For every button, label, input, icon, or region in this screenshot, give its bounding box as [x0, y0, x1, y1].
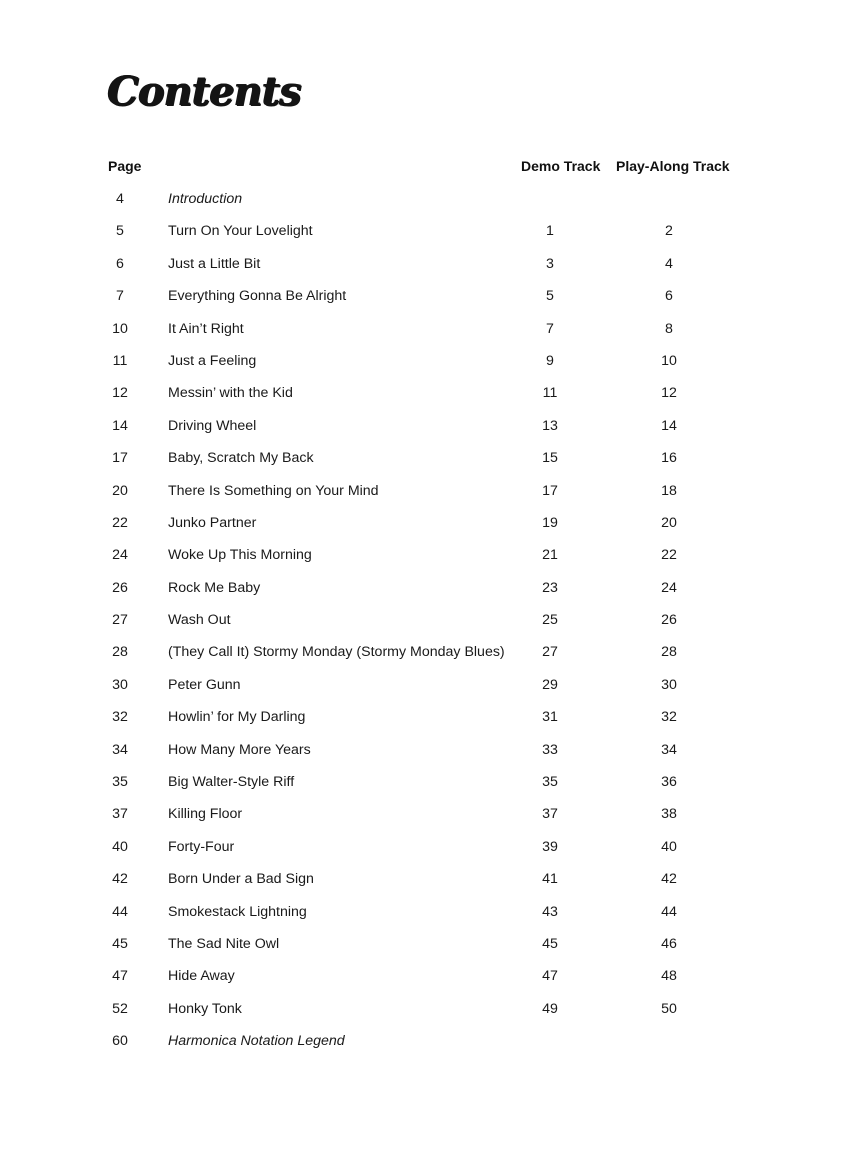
entry-title: Forty-Four	[168, 838, 235, 855]
entry-title: Woke Up This Morning	[168, 547, 312, 564]
entry-title: Hide Away	[168, 968, 235, 985]
table-row[interactable]	[0, 571, 864, 603]
entry-play-along-track: 42	[661, 871, 677, 888]
entry-demo-track: 1	[546, 223, 554, 240]
entry-demo-track: 5	[546, 288, 554, 305]
entry-title: There Is Something on Your Mind	[168, 482, 379, 499]
page-title: Contents	[107, 68, 301, 115]
table-row[interactable]	[0, 959, 864, 991]
table-row[interactable]	[0, 538, 864, 570]
entry-title: Big Walter-Style Riff	[168, 774, 295, 791]
entry-demo-track: 31	[542, 709, 558, 726]
entry-title: Turn On Your Lovelight	[168, 223, 313, 240]
entry-play-along-track: 12	[661, 385, 677, 402]
table-row[interactable]	[0, 700, 864, 732]
table-row[interactable]	[0, 635, 864, 667]
entry-demo-track: 43	[542, 903, 558, 920]
table-row[interactable]	[0, 992, 864, 1024]
entry-page-number: 32	[112, 709, 128, 726]
entry-demo-track: 15	[542, 450, 558, 467]
entry-title: Smokestack Lightning	[168, 903, 307, 920]
entry-page-number: 7	[116, 288, 124, 305]
entry-page-number: 52	[112, 1000, 128, 1017]
table-row[interactable]	[0, 312, 864, 344]
entry-play-along-track: 6	[665, 288, 673, 305]
entry-demo-track: 45	[542, 935, 558, 952]
entry-title: Killing Floor	[168, 806, 243, 823]
entry-page-number: 27	[112, 612, 128, 629]
entry-page-number: 12	[112, 385, 128, 402]
entry-page-number: 26	[112, 579, 128, 596]
entry-page-number: 37	[112, 806, 128, 823]
entry-play-along-track: 18	[661, 482, 677, 499]
entry-page-number: 22	[112, 514, 128, 531]
table-row[interactable]	[0, 765, 864, 797]
table-row[interactable]	[0, 474, 864, 506]
entry-title: Just a Little Bit	[168, 255, 261, 272]
table-row[interactable]	[0, 797, 864, 829]
entry-title: (They Call It) Stormy Monday (Stormy Monday Blues)	[168, 644, 505, 661]
entry-page-number: 44	[112, 903, 128, 920]
entry-play-along-track: 22	[661, 547, 677, 564]
table-row[interactable]	[0, 344, 864, 376]
entry-demo-track: 13	[542, 417, 558, 434]
entry-page-number: 35	[112, 774, 128, 791]
table-row[interactable]	[0, 506, 864, 538]
entry-play-along-track: 50	[661, 1000, 677, 1017]
entry-page-number: 34	[112, 741, 128, 758]
entry-demo-track: 25	[542, 612, 558, 629]
entry-play-along-track: 26	[661, 612, 677, 629]
table-row[interactable]	[0, 895, 864, 927]
entry-play-along-track: 28	[661, 644, 677, 661]
entry-play-along-track: 40	[661, 838, 677, 855]
table-row[interactable]	[0, 441, 864, 473]
entry-demo-track: 27	[542, 644, 558, 661]
entry-page-number: 24	[112, 547, 128, 564]
entry-title: Introduction	[168, 191, 243, 207]
entry-page-number: 28	[112, 644, 128, 661]
entry-demo-track: 47	[542, 968, 558, 985]
entry-demo-track: 37	[542, 806, 558, 823]
entry-title: It Ain’t Right	[168, 320, 244, 337]
table-row[interactable]	[0, 279, 864, 311]
entry-play-along-track: 46	[661, 935, 677, 952]
table-row[interactable]	[0, 376, 864, 408]
entry-page-number: 17	[112, 450, 128, 467]
entry-title: The Sad Nite Owl	[168, 935, 280, 952]
contents-table	[0, 182, 864, 1057]
entry-play-along-track: 48	[661, 968, 677, 985]
entry-play-along-track: 24	[661, 579, 677, 596]
entry-page-number: 4	[116, 191, 124, 207]
entry-title: Messin’ with the Kid	[168, 385, 293, 402]
entry-title: Junko Partner	[168, 514, 257, 531]
entry-title: Peter Gunn	[168, 676, 241, 693]
entry-demo-track: 23	[542, 579, 558, 596]
entry-play-along-track: 32	[661, 709, 677, 726]
table-row[interactable]	[0, 830, 864, 862]
entry-play-along-track: 38	[661, 806, 677, 823]
entry-page-number: 45	[112, 935, 128, 952]
entry-demo-track: 49	[542, 1000, 558, 1017]
entry-title: Baby, Scratch My Back	[168, 450, 314, 467]
entry-title: Driving Wheel	[168, 417, 257, 434]
entry-title: Rock Me Baby	[168, 579, 261, 596]
entry-title: Just a Feeling	[168, 352, 257, 369]
demo-track-column-header: Demo Track	[521, 158, 601, 174]
table-row[interactable]	[0, 214, 864, 246]
page-column-header: Page	[108, 158, 142, 174]
entry-play-along-track: 30	[661, 676, 677, 693]
entry-demo-track: 21	[542, 547, 558, 564]
table-row[interactable]	[0, 603, 864, 635]
table-row[interactable]	[0, 1024, 864, 1056]
entry-play-along-track: 10	[661, 352, 677, 369]
entry-play-along-track: 44	[661, 903, 677, 920]
entry-play-along-track: 36	[661, 774, 677, 791]
entry-page-number: 11	[112, 352, 128, 369]
entry-demo-track: 29	[542, 676, 558, 693]
entry-play-along-track: 20	[661, 514, 677, 531]
entry-title: How Many More Years	[168, 741, 311, 758]
entry-title: Harmonica Notation Legend	[168, 1033, 345, 1050]
entry-page-number: 20	[112, 482, 128, 499]
entry-page-number: 10	[112, 320, 128, 337]
entry-play-along-track: 34	[661, 741, 677, 758]
entry-page-number: 47	[112, 968, 128, 985]
table-row[interactable]	[0, 182, 864, 214]
entry-page-number: 30	[112, 676, 128, 693]
entry-title: Born Under a Bad Sign	[168, 871, 314, 888]
entry-title: Wash Out	[168, 612, 231, 629]
entry-demo-track: 35	[542, 774, 558, 791]
table-row[interactable]	[0, 247, 864, 279]
entry-page-number: 40	[112, 838, 128, 855]
entry-title: Honky Tonk	[168, 1000, 242, 1017]
entry-demo-track: 39	[542, 838, 558, 855]
entry-page-number: 60	[112, 1033, 128, 1050]
entry-demo-track: 17	[542, 482, 558, 499]
entry-page-number: 14	[112, 417, 128, 434]
entry-title: Howlin’ for My Darling	[168, 709, 306, 726]
table-row[interactable]	[0, 668, 864, 700]
entry-play-along-track: 16	[661, 450, 677, 467]
entry-title: Everything Gonna Be Alright	[168, 288, 347, 305]
entry-play-along-track: 2	[665, 223, 673, 240]
entry-play-along-track: 8	[665, 320, 673, 337]
table-row[interactable]	[0, 409, 864, 441]
entry-demo-track: 7	[546, 320, 554, 337]
entry-demo-track: 11	[542, 385, 558, 402]
entry-play-along-track: 14	[661, 417, 677, 434]
entry-demo-track: 19	[542, 514, 558, 531]
entry-demo-track: 3	[546, 255, 554, 272]
play-along-track-column-header: Play-Along Track	[616, 158, 730, 174]
table-row[interactable]	[0, 927, 864, 959]
table-row[interactable]	[0, 733, 864, 765]
entry-page-number: 6	[116, 255, 124, 272]
table-row[interactable]	[0, 862, 864, 894]
entry-play-along-track: 4	[665, 255, 673, 272]
entry-page-number: 5	[116, 223, 124, 240]
entry-demo-track: 41	[542, 871, 558, 888]
entry-demo-track: 33	[542, 741, 558, 758]
entry-demo-track: 9	[546, 352, 554, 369]
entry-page-number: 42	[112, 871, 128, 888]
